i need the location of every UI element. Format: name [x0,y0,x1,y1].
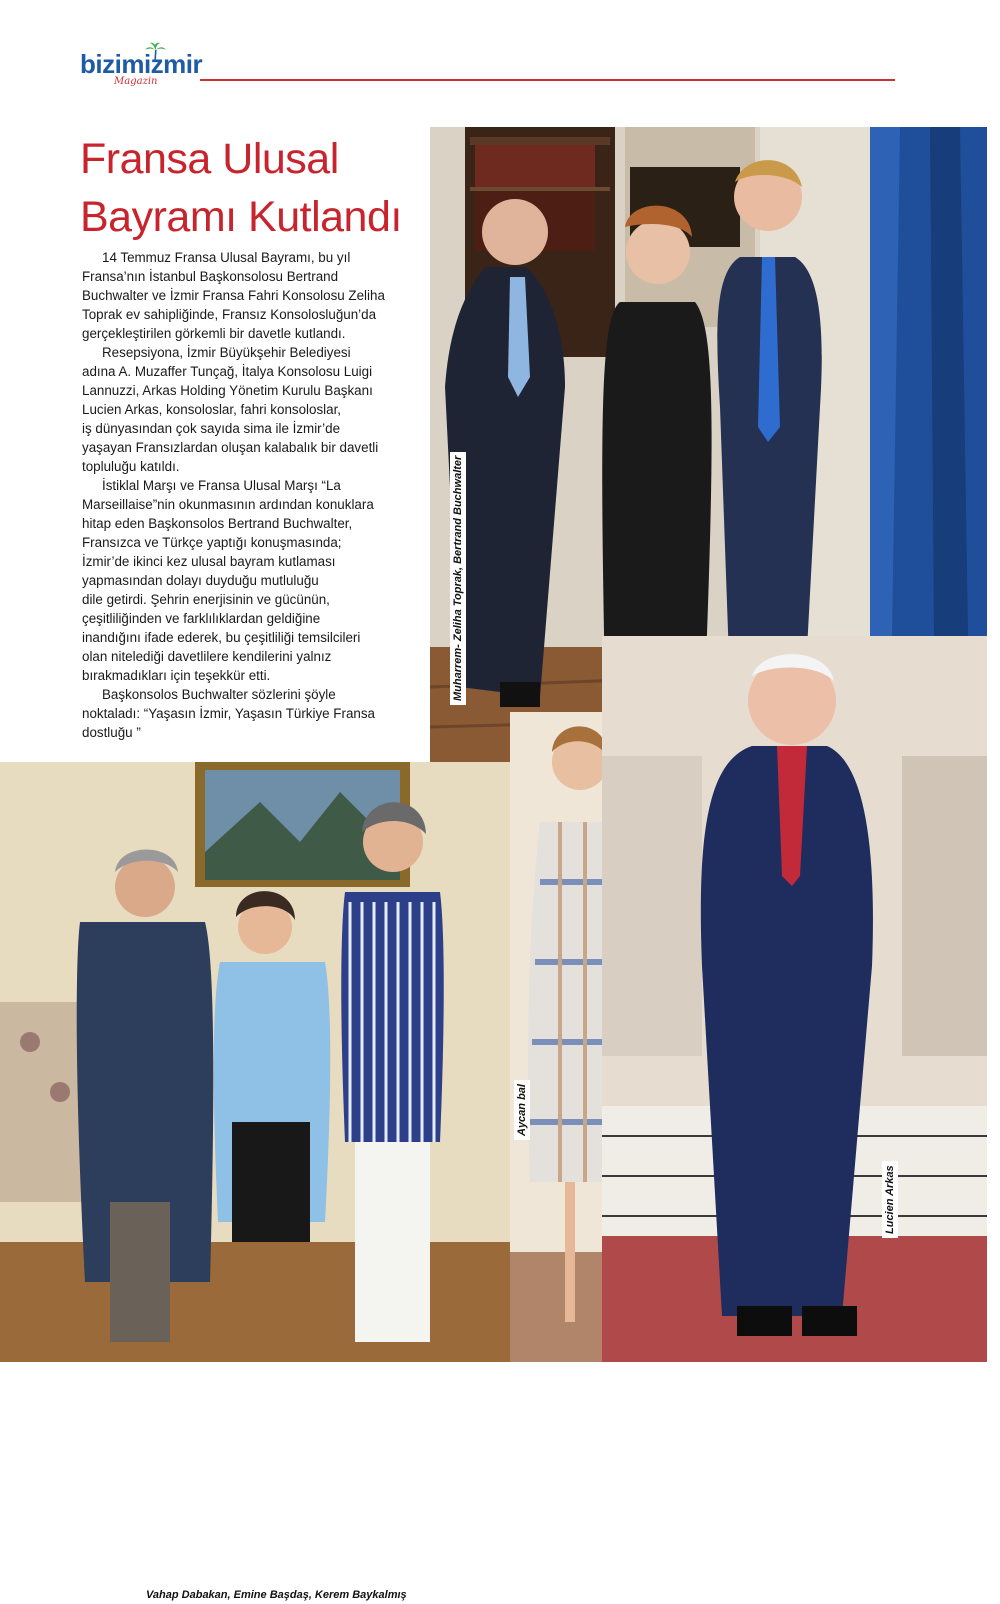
photo-caption: Lucien Arkas [882,1161,898,1238]
logo-subtext: Magazin [114,76,158,87]
palm-tree-icon [144,42,166,62]
photo-illustration [510,712,602,1362]
photo-dabakan-basdas-baykalmis [0,762,510,1601]
magazine-logo [80,48,220,96]
photo-illustration [602,636,987,1362]
article-title [80,130,425,246]
photo-aycan-bal [510,712,602,1362]
article-paragraph: Resepsiyona, İzmir Büyükşehir Belediyesi adına A. Muzaffer Tunçağ, İtalya Konsolosu Luigi Lannuzzi, Arkas Holding Yönetim Kurulu Başkanı Lucien Arkas, konsoloslar, fahri konsoloslar, iş dünyasından çok sayıda sima ile İzmir’de yaşayan Fransızlardan oluşan kalabalık bir davetli topluluğu katıldı. [82,345,379,474]
article-title-line-1: Fransa Ulusal [80,135,339,183]
article-body [82,248,422,742]
article-paragraph: Başkonsolos Buchwalter sözlerini şöyle noktaladı: “Yaşasın İzmir, Yaşasın Türkiye Fransa dostluğu ” [82,687,375,740]
article-title-line-2: Bayramı Kutlandı [80,193,402,241]
article-paragraph: 14 Temmuz Fransa Ulusal Bayramı, bu yıl Fransa’nın İstanbul Başkonsolosu Bertrand Buchwalter ve İzmir Fransa Fahri Konsolosu Zeliha Toprak ev sahipliğinde, Fransız Konsolosluğun’da gerçekleştirilen görkemli bir davetle kutlandı. [82,250,385,341]
photo-illustration [0,762,510,1362]
article-paragraph: İstiklal Marşı ve Fransa Ulusal Marşı “La Marseillaise”nin okunmasının ardından konuklara hitap eden Başkonsolos Bertrand Buchwalter, Fransızca ve Türkçe yaptığı konuşmasında; İzmir’de ikinci kez ulusal bayram kutlaması yapmasından dolayı duyduğu mutluluğu dile getirdi. Şehrin enerjisinin ve gücünün, çeşitliliğinden ve farklılıklardan geldiğine inandığını ifade ederek, bu çeşitliliği temsilcileri olan nitelediği davetlilere kendilerini yalnız bırakmadıkları için teşekkür etti. [82,478,374,683]
header-divider [200,79,895,81]
photo-lucien-arkas [602,636,987,1362]
photo-caption: Muharrem- Zeliha Toprak, Bertrand Buchwalter [450,452,466,705]
photo-caption: Vahap Dabakan, Emine Başdaş, Kerem Baykalmış [140,1586,413,1604]
logo-text: bizimizmir [80,49,203,79]
photo-caption: Aycan bal [514,1080,530,1140]
